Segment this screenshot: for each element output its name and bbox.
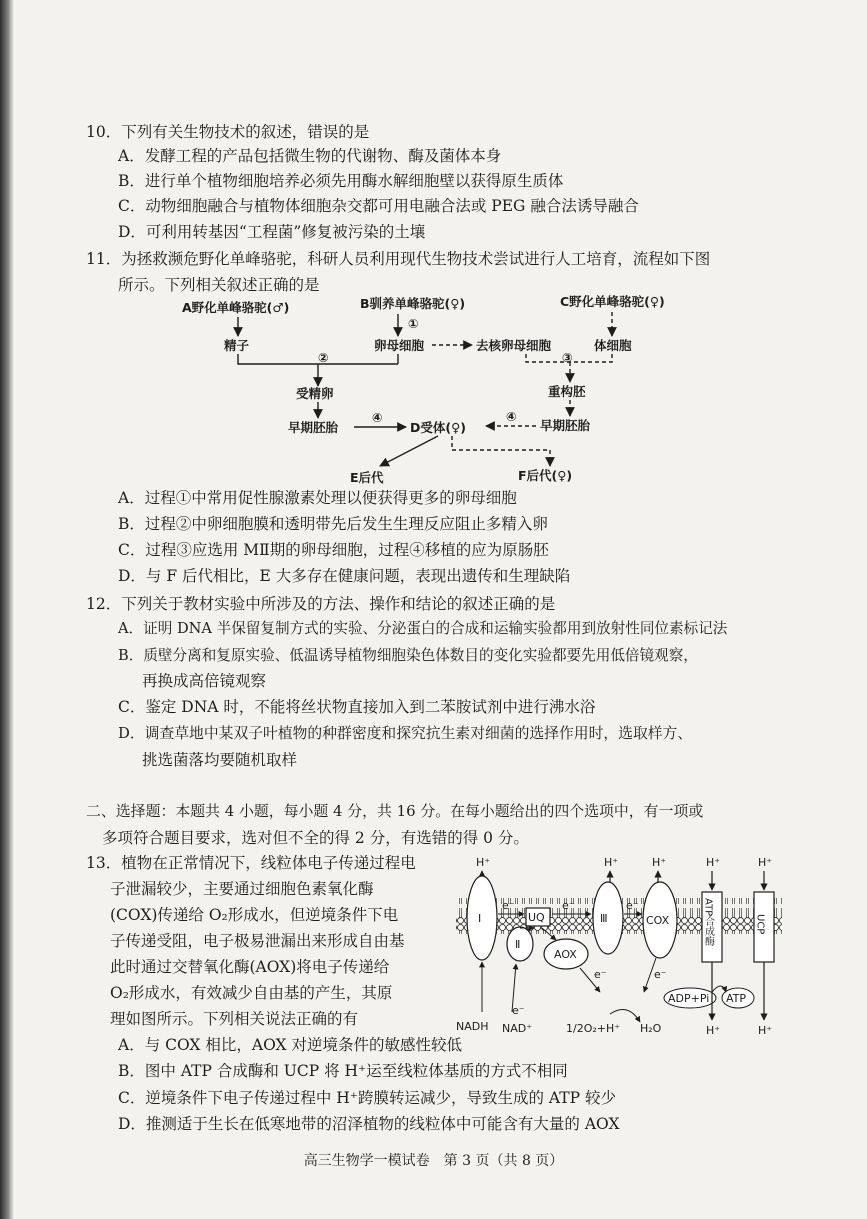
q11-option-d: D．与 F 后代相比，E 大多存在健康问题，表现出遗传和生理缺陷 [118,567,571,585]
q10-option-a: A．发酵工程的产品包括微生物的代谢物、酶及菌体本身 [118,147,502,165]
cox-label: COX [646,914,670,927]
q13-option-b: B．图中 ATP 合成酶和 UCP 将 H⁺运至线粒体基质的方式不相同 [118,1062,568,1080]
h-plus-top-2: H⁺ [604,856,619,869]
q11-option-b: B．过程②中卵细胞膜和透明带先后发生生理反应阻止多精入卵 [118,515,548,533]
q13-stem-line2: 子泄漏较少，主要通过细胞色素氧化酶 [110,880,374,898]
q11-stem-line1: 11．为拯救濒危野化单峰骆驼，科研人员利用现代生物技术尝试进行人工培育，流程如下图 [86,250,711,268]
q13-stem-line7: 理如图所示。下列相关说法正确的有 [110,1010,359,1028]
step-1-marker: ① [408,316,419,331]
h-plus-bottom-1: H⁺ [706,1024,721,1037]
early-embryo-right: 早期胚胎 [540,418,591,433]
electron-2: e⁻ [562,899,575,912]
complex-iii-label: Ⅲ [600,912,608,925]
q13-stem-line4: 子传递受阻，电子极易泄漏出来形成自由基 [110,932,405,950]
scan-edge-shadow [0,0,14,1219]
oxygen-label: 1/2O₂+H⁺ [566,1022,621,1035]
atp-synthase-label: ATP合成酶 [702,898,714,947]
enucleated-oocyte: 去核卵母细胞 [476,338,552,353]
q11-option-c: C．过程③应选用 MⅡ期的卵母细胞，过程④移植的应为原肠胚 [118,541,549,559]
h-plus-top-3: H⁺ [652,856,667,869]
q11-flow-diagram [170,290,720,490]
step-2-marker: ② [318,350,329,365]
section2-line2: 多项符合题目要求，选对但不全的得 2 分，有选错的得 0 分。 [102,829,529,847]
a-wild-male: A野化单峰骆驼(♂) [182,300,290,315]
q13-membrane-diagram [450,852,790,1042]
section2-line1: 二、选择题：本题共 4 小题，每小题 4 分，共 16 分。在每小题给出的四个选项中，有一项或 [86,802,704,820]
nad-label: NAD⁺ [502,1022,533,1035]
electron-1: e⁻ [502,899,515,912]
uq-label: UQ [528,911,545,924]
q12-stem: 12．下列关于教材实验中所涉及的方法、操作和结论的叙述正确的是 [86,595,556,613]
adp-pi-label: ADP+Pi [668,992,710,1005]
q13-option-c: C．逆境条件下电子传递过程中 H⁺跨膜转运减少，导致生成的 ATP 较少 [118,1089,616,1107]
sperm: 精子 [224,338,250,353]
q11-stem-line2: 所示。下列相关叙述正确的是 [118,276,320,294]
reconstructed-embryo: 重构胚 [548,384,586,399]
q13-stem-line1: 13．植物在正常情况下，线粒体电子传递过程电 [86,854,416,872]
complex-i-label: Ⅰ [478,912,482,925]
oocyte: 卵母细胞 [374,338,425,353]
q13-option-d: D．推测适于生长在低寒地带的沼泽植物的线粒体中可能含有大量的 AOX [118,1115,620,1133]
q10-option-d: D．可利用转基因“工程菌”修复被污染的土壤 [118,223,426,241]
electron-6: e⁻ [512,1004,525,1017]
electron-4: e⁻ [594,968,607,981]
water-label: H₂O [640,1022,662,1035]
q11-option-a: A．过程①中常用促性腺激素处理以便获得更多的卵母细胞 [118,489,517,507]
q10-stem: 10．下列有关生物技术的叙述，错误的是 [86,123,370,141]
ucp-label: UCP [754,914,766,935]
q12-option-d-line1: D．调查草地中某双子叶植物的种群密度和探究抗生素对细菌的选择作用时，选取样方、 [118,725,693,742]
step-4-right-marker: ④ [506,409,517,424]
early-embryo-left: 早期胚胎 [288,420,339,435]
h-plus-top-1: H⁺ [476,856,491,869]
e-offspring: E后代 [350,470,384,485]
q10-option-b: B．进行单个植物细胞培养必须先用酶水解细胞壁以获得原生质体 [118,172,564,190]
q13-stem-line6: O₂形成水，有效减少自由基的产生，其原 [110,984,393,1002]
nadh-label: NADH [456,1020,489,1033]
page-footer: 高三生物学一模试卷 第 3 页（共 8 页） [303,1153,564,1169]
q13-option-a: A．与 COX 相比，AOX 对逆境条件的敏感性较低 [118,1036,462,1054]
q12-option-d-line2: 挑选菌落均要随机取样 [142,751,298,769]
h-plus-top-4: H⁺ [706,856,721,869]
h-plus-bottom-2: H⁺ [758,1024,773,1037]
complex-ii-label: Ⅱ [515,938,521,951]
q13-stem-line3: (COX)传递给 O₂形成水，但逆境条件下电 [110,906,399,924]
electron-3: e⁻ [626,899,639,912]
q12-option-a: A．证明 DNA 半保留复制方式的实验、分泌蛋白的合成和运输实验都用到放射性同位素标记法 [118,620,728,637]
b-domestic-female: B驯养单峰骆驼(♀) [360,296,466,311]
q10-option-c: C．动物细胞融合与植物体细胞杂交都可用电融合法或 PEG 融合法诱导融合 [118,197,639,215]
aox-label: AOX [554,948,577,961]
h-plus-top-5: H⁺ [758,856,773,869]
somatic-cell: 体细胞 [594,338,632,353]
q12-option-c: C．鉴定 DNA 时，不能将丝状物直接加入到二苯胺试剂中进行沸水浴 [118,698,596,716]
f-offspring: F后代(♀) [518,468,573,483]
electron-5: e⁻ [654,968,667,981]
q12-option-b-line2: 再换成高倍镜观察 [142,672,267,690]
step-4-left-marker: ④ [372,410,383,425]
q12-option-b-line1: B．质壁分离和复原实验、低温诱导植物细胞染色体数目的变化实验都要先用低倍镜观察， [118,647,698,664]
q13-stem-line5: 此时通过交替氧化酶(AOX)将电子传递给 [110,958,390,976]
c-wild-female: C野化单峰骆驼(♀) [560,294,665,309]
zygote: 受精卵 [296,386,334,401]
step-3-marker: ③ [562,350,573,365]
atp-label: ATP [726,992,747,1005]
recipient-d: D受体(♀) [410,420,466,435]
